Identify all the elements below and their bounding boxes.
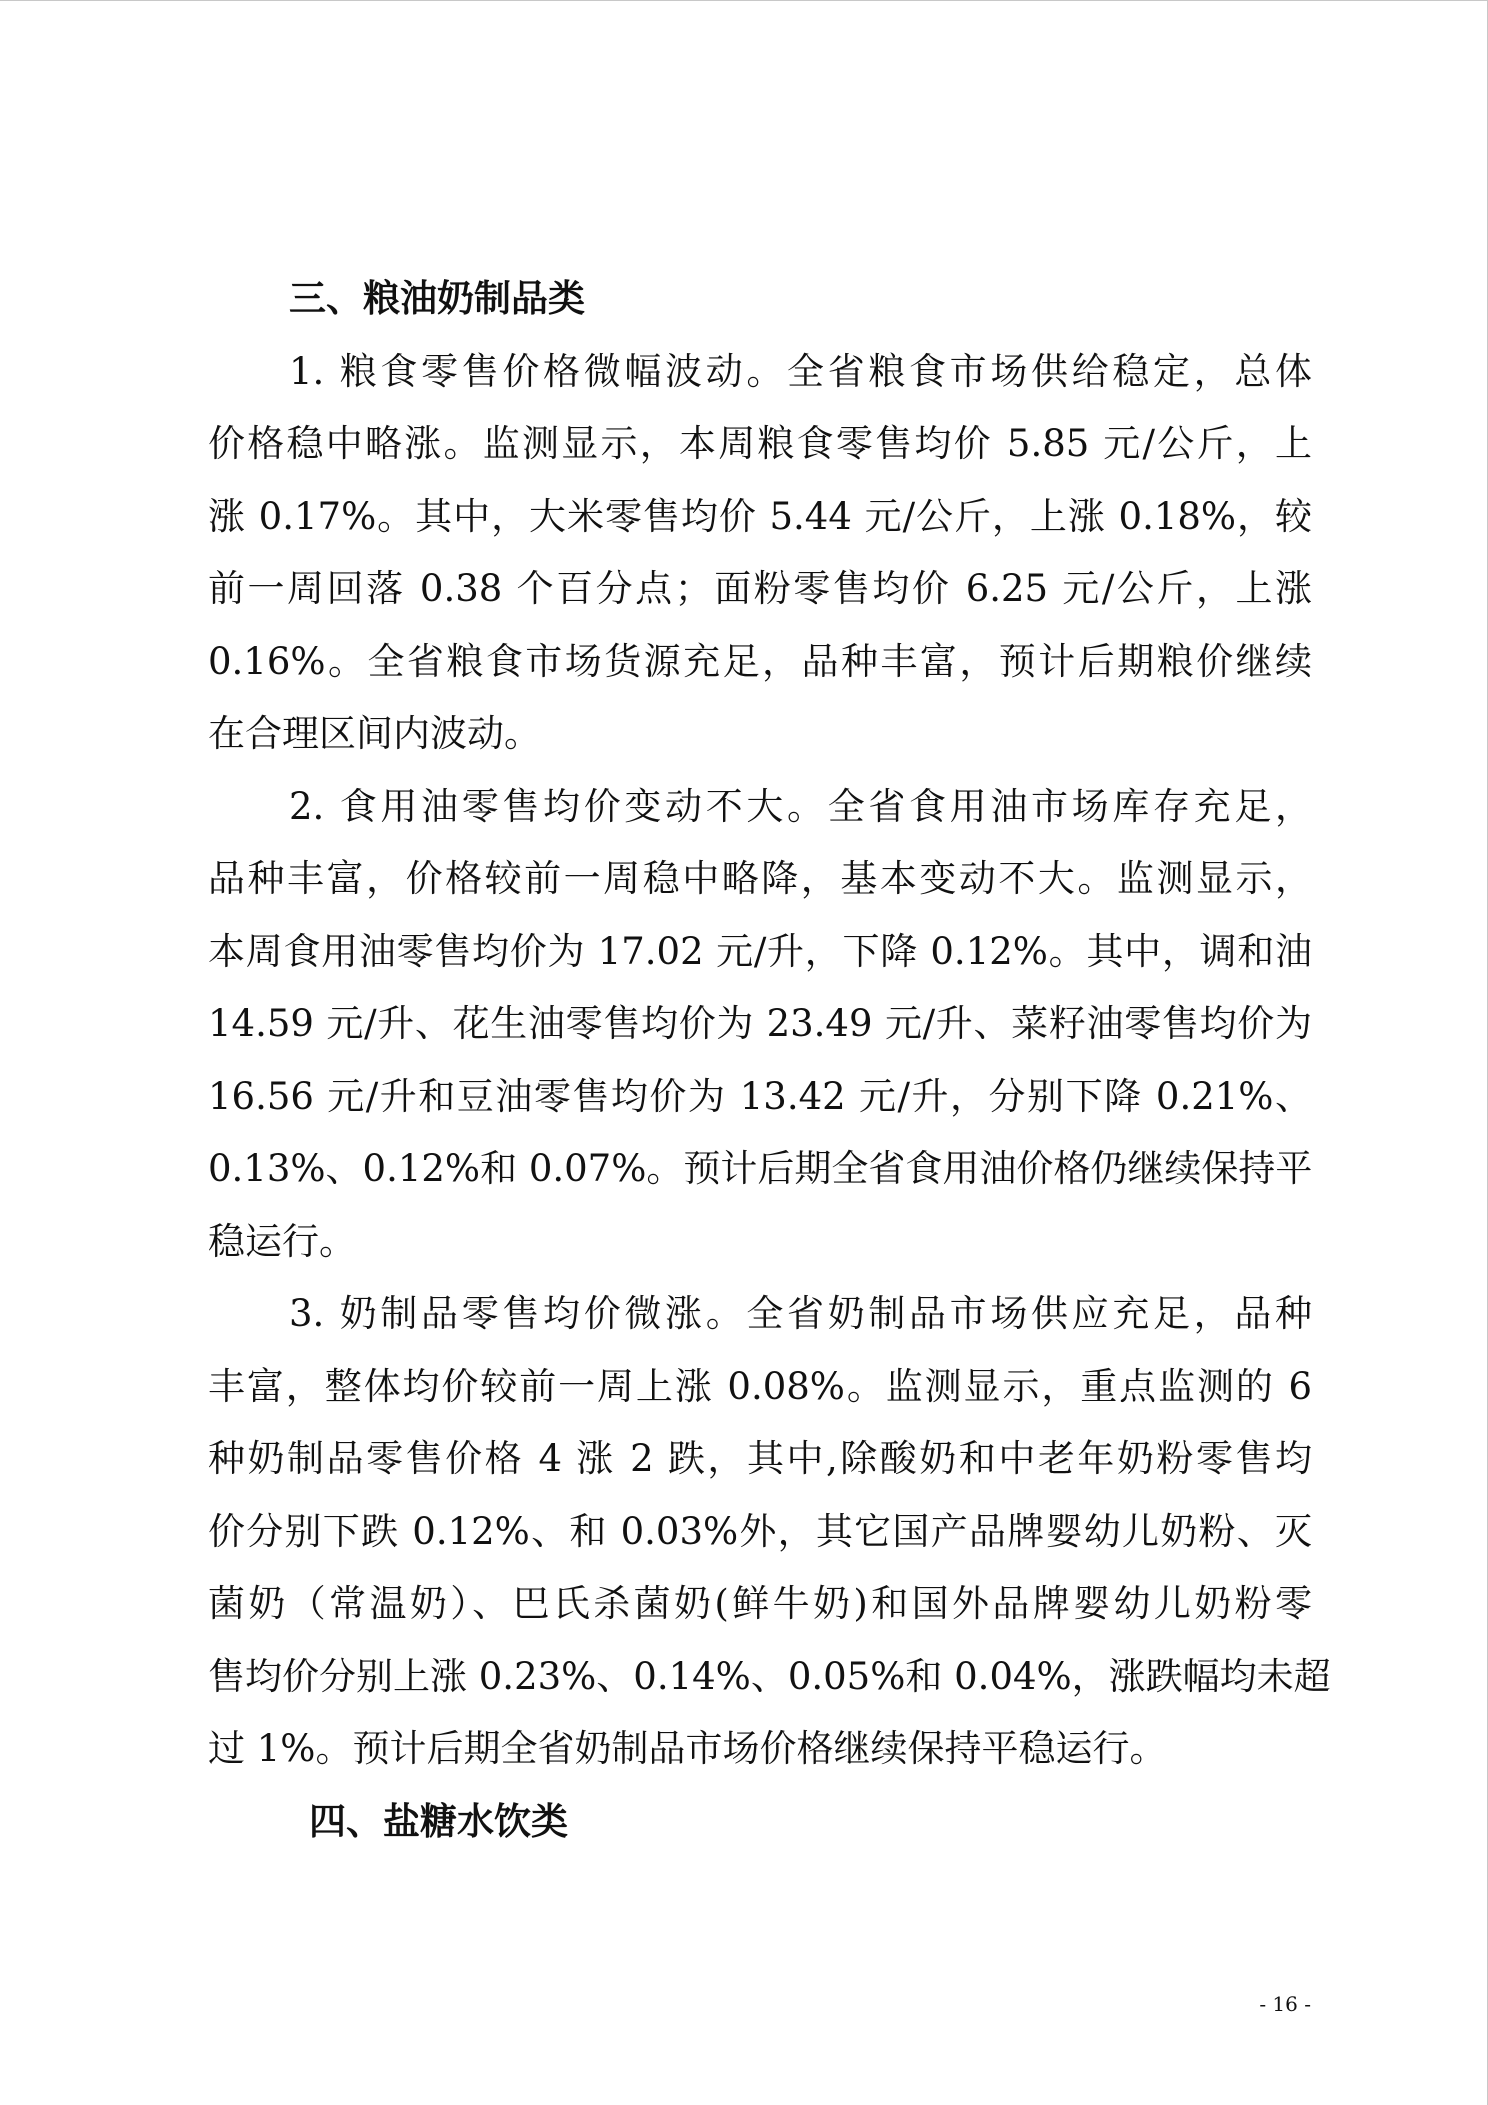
paragraph-line: 稳运行。 xyxy=(208,1219,356,1263)
paragraph-line: 0.16%。全省粮食市场货源充足，品种丰富，预计后期粮价继续 xyxy=(208,639,1312,683)
section-heading-salt-sugar-drinks: 四、盐糖水饮类 xyxy=(309,1799,568,1843)
paragraph-line: 价分别下跌 0.12%、和 0.03%外，其它国产品牌婴幼儿奶粉、灭 xyxy=(208,1509,1312,1553)
paragraph-line: 3. 奶制品零售均价微涨。全省奶制品市场供应充足，品种 xyxy=(289,1292,1312,1335)
paragraph-edible-oil xyxy=(208,771,1312,1279)
paragraph-line: 在合理区间内波动。 xyxy=(208,712,541,755)
paragraph-line: 菌奶（常温奶）、巴氏杀菌奶(鲜牛奶)和国外品牌婴幼儿奶粉零 xyxy=(208,1582,1312,1625)
paragraph-grain xyxy=(208,336,1312,771)
paragraph-line: 本周食用油零售均价为 17.02 元/升，下降 0.12%。其中，调和油 xyxy=(208,929,1312,973)
paragraph-line: 1. 粮食零售价格微幅波动。全省粮食市场供给稳定，总体 xyxy=(289,349,1312,393)
paragraph-line: 16.56 元/升和豆油零售均价为 13.42 元/升，分别下降 0.21%、 xyxy=(208,1074,1312,1118)
paragraph-line: 2. 食用油零售均价变动不大。全省食用油市场库存充足， xyxy=(289,784,1312,828)
paragraph-line: 价格稳中略涨。监测显示，本周粮食零售均价 5.85 元/公斤，上 xyxy=(208,422,1312,465)
paragraph-line: 品种丰富，价格较前一周稳中略降，基本变动不大。监测显示， xyxy=(208,857,1312,900)
page-number: - 16 - xyxy=(1259,1992,1311,2016)
document-body xyxy=(208,263,1331,1858)
paragraph-line: 过 1%。预计后期全省奶制品市场价格继续保持平稳运行。 xyxy=(208,1727,1167,1770)
paragraph-line: 种奶制品零售价格 4 涨 2 跌，其中,除酸奶和中老年奶粉零售均 xyxy=(208,1437,1312,1480)
paragraph-line: 前一周回落 0.38 个百分点；面粉零售均价 6.25 元/公斤，上涨 xyxy=(208,567,1312,610)
paragraph-line: 丰富，整体均价较前一周上涨 0.08%。监测显示，重点监测的 6 xyxy=(208,1364,1312,1408)
paragraph-line: 14.59 元/升、花生油零售均价为 23.49 元/升、菜籽油零售均价为 xyxy=(208,1002,1312,1045)
paragraph-line: 0.13%、0.12%和 0.07%。预计后期全省食用油价格仍继续保持平 xyxy=(208,1147,1313,1190)
paragraph-dairy xyxy=(208,1278,1331,1786)
section-heading-grain-oil-dairy: 三、粮油奶制品类 xyxy=(289,277,585,320)
paragraph-line: 售均价分别上涨 0.23%、0.14%、0.05%和 0.04%，涨跌幅均未超 xyxy=(208,1654,1331,1698)
paragraph-line: 涨 0.17%。其中，大米零售均价 5.44 元/公斤，上涨 0.18%，较 xyxy=(208,494,1312,538)
